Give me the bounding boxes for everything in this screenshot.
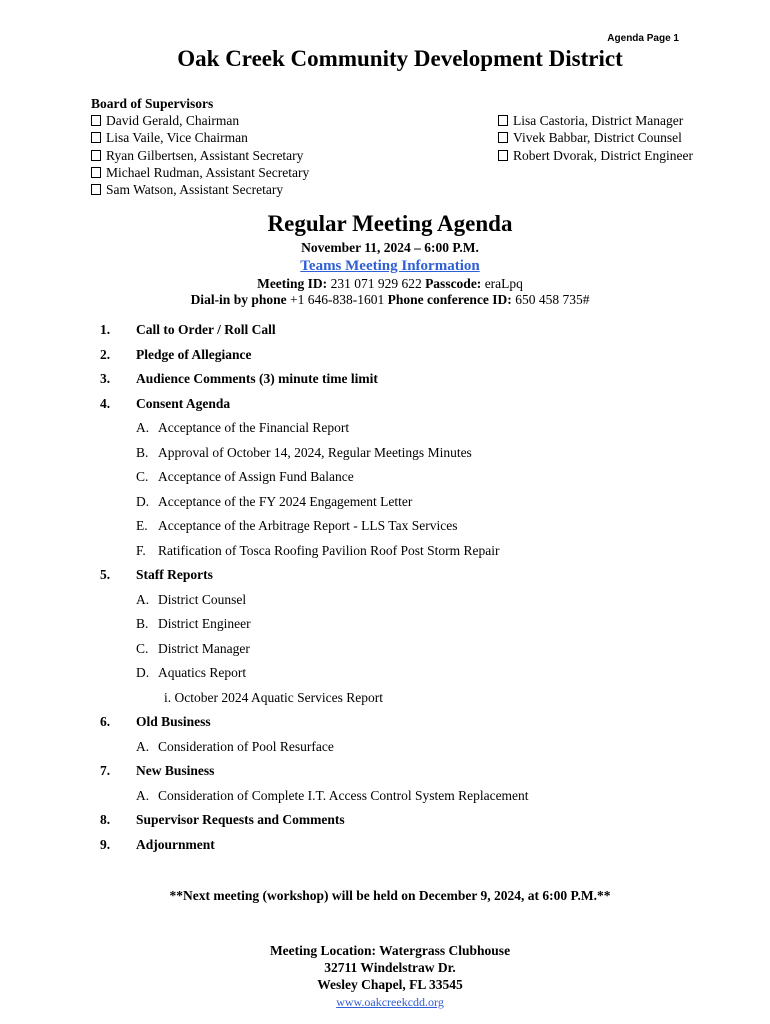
meeting-date-time: November 11, 2024 – 6:00 P.M. xyxy=(301,240,479,255)
staff-list xyxy=(498,112,731,198)
checkbox-bullet-icon xyxy=(91,150,101,161)
meeting-info xyxy=(0,240,770,308)
agenda-subsubitem: i. October 2024 Aquatic Services Report xyxy=(164,689,383,705)
agenda-subitem: A. Acceptance of the Financial Report xyxy=(136,420,350,435)
agenda-item: 8. Supervisor Requests and Comments xyxy=(100,812,345,827)
supervisor-entry: Lisa Vaile, Vice Chairman xyxy=(91,129,309,146)
agenda-subitem: B. Approval of October 14, 2024, Regular Meetings Minutes xyxy=(136,444,472,460)
agenda-item: 2. Pledge of Allegiance xyxy=(100,346,252,362)
board-section xyxy=(91,95,731,198)
agenda-item: 1. Call to Order / Roll Call xyxy=(100,322,276,337)
agenda-subitem: A. Consideration of Complete I.T. Access Control System Replacement xyxy=(136,787,529,803)
agenda-subitem: D. Aquatics Report xyxy=(136,665,247,680)
supervisor-entry: Ryan Gilbertsen, Assistant Secretary xyxy=(91,147,309,164)
agenda-title: Regular Meeting Agenda xyxy=(267,211,513,236)
agenda-item: 9. Adjournment xyxy=(100,836,215,852)
checkbox-bullet-icon xyxy=(498,115,508,126)
checkbox-bullet-icon xyxy=(498,150,508,161)
meeting-location xyxy=(0,942,770,1011)
checkbox-bullet-icon xyxy=(498,132,508,143)
meeting-id-line: Meeting ID: 231 071 929 622 Passcode: eraLpq xyxy=(257,276,523,291)
agenda-item: 6. Old Business xyxy=(100,714,211,729)
staff-entry: Lisa Castoria, District Manager xyxy=(498,112,693,129)
agenda-item: 5. Staff Reports xyxy=(100,567,213,582)
agenda-subitem: C. District Manager xyxy=(136,640,250,656)
checkbox-bullet-icon xyxy=(91,115,101,126)
next-meeting-note: **Next meeting (workshop) will be held on December 9, 2024, at 6:00 P.M.** xyxy=(169,888,611,903)
staff-entry: Vivek Babbar, District Counsel xyxy=(498,129,693,146)
dialin-line: Dial-in by phone +1 646-838-1601 Phone conference ID: 650 458 735# xyxy=(190,292,590,307)
agenda-item: 7. New Business xyxy=(100,763,215,778)
supervisor-entry: David Gerald, Chairman xyxy=(91,112,309,129)
board-heading: Board of Supervisors xyxy=(91,96,214,111)
location-name: Meeting Location: Watergrass Clubhouse xyxy=(269,943,511,958)
checkbox-bullet-icon xyxy=(91,167,101,178)
agenda-subitem: A. District Counsel xyxy=(136,591,247,607)
teams-meeting-link[interactable]: Teams Meeting Information xyxy=(300,258,480,274)
address-line: Wesley Chapel, FL 33545 xyxy=(317,977,463,992)
supervisor-entry: Sam Watson, Assistant Secretary xyxy=(91,181,309,198)
address-line: 32711 Windelstraw Dr. xyxy=(324,960,456,975)
website-link[interactable]: www.oakcreekcdd.org xyxy=(336,995,444,1009)
staff-entry: Robert Dvorak, District Engineer xyxy=(498,147,693,164)
agenda-subitem: D. Acceptance of the FY 2024 Engagement Letter xyxy=(136,493,413,509)
agenda-subitem: F. Ratification of Tosca Roofing Pavilion Roof Post Storm Repair xyxy=(136,542,500,558)
agenda-item: 4. Consent Agenda xyxy=(100,395,231,411)
agenda-item: 3. Audience Comments (3) minute time limit xyxy=(100,371,378,386)
checkbox-bullet-icon xyxy=(91,132,101,143)
page-label: Agenda Page 1 xyxy=(607,33,679,44)
agenda-subitem: B. District Engineer xyxy=(136,616,251,631)
agenda-subitem: A. Consideration of Pool Resurface xyxy=(136,738,334,754)
supervisor-list xyxy=(91,112,309,198)
agenda-subitem: E. Acceptance of the Arbitrage Report - LLS Tax Services xyxy=(136,518,458,533)
district-title: Oak Creek Community Development District xyxy=(177,46,623,71)
agenda-subitem: C. Acceptance of Assign Fund Balance xyxy=(136,469,354,484)
supervisor-entry: Michael Rudman, Assistant Secretary xyxy=(91,164,309,181)
checkbox-bullet-icon xyxy=(91,184,101,195)
agenda-list xyxy=(100,322,700,861)
